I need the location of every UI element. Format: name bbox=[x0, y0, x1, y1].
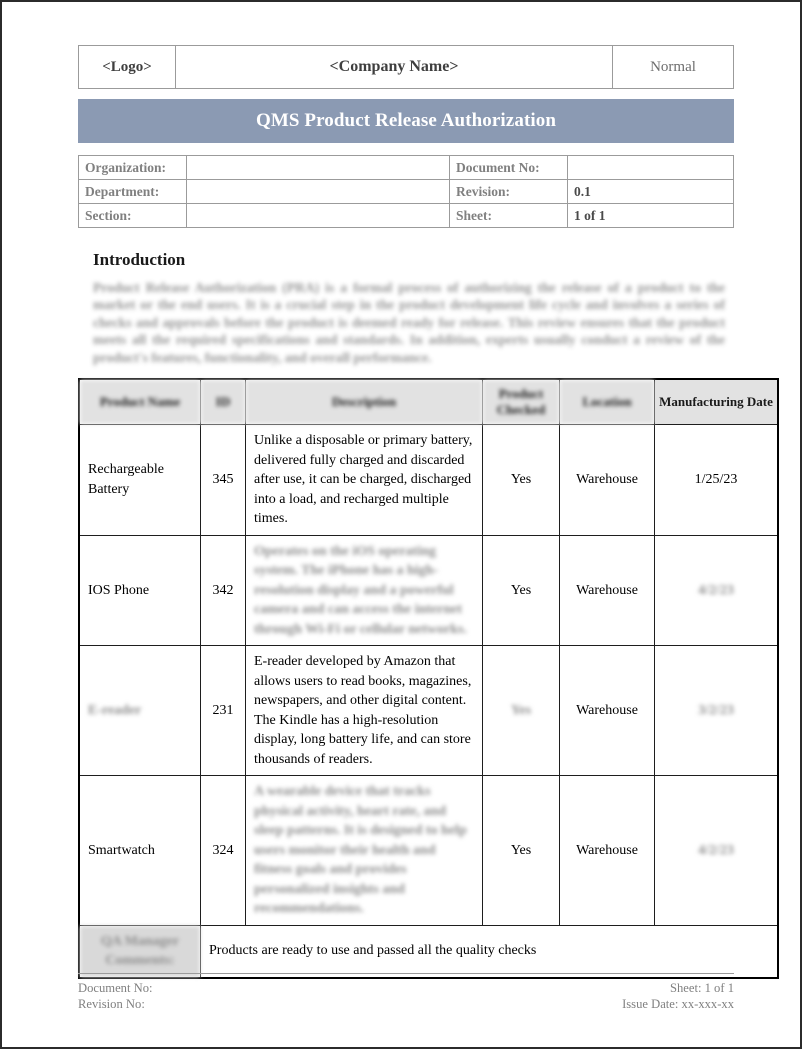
revision-label: Revision: bbox=[450, 180, 568, 204]
footer-sheet: Sheet: 1 of 1 bbox=[669, 981, 734, 995]
cell-product-id: 324 bbox=[201, 776, 246, 926]
cell-product-checked: Yes bbox=[483, 425, 560, 536]
cell-product-id: 345 bbox=[201, 425, 246, 536]
cell-location: Warehouse bbox=[560, 776, 655, 926]
organization-value[interactable] bbox=[187, 156, 450, 180]
cell-product-name: Rechargeable Battery bbox=[79, 425, 201, 536]
footer-revision-no: Revision No: bbox=[78, 997, 145, 1011]
cell-location: Warehouse bbox=[560, 425, 655, 536]
cell-product-name: IOS Phone bbox=[79, 535, 201, 646]
document-header-table bbox=[78, 45, 734, 89]
metadata-table bbox=[78, 155, 734, 228]
page-footer bbox=[78, 973, 734, 1012]
table-row bbox=[79, 535, 778, 646]
column-header-description: Description bbox=[246, 379, 483, 425]
table-header-row bbox=[79, 379, 778, 425]
cell-manufacturing-date: 3/2/23 bbox=[655, 646, 779, 776]
cell-manufacturing-date: 4/2/23 bbox=[655, 776, 779, 926]
revision-value[interactable]: 0.1 bbox=[568, 180, 734, 204]
column-header-product-name: Product Name bbox=[79, 379, 201, 425]
section-label: Section: bbox=[79, 204, 187, 228]
product-release-table bbox=[78, 378, 779, 979]
introduction-heading: Introduction bbox=[93, 250, 186, 269]
footer-issue-date: Issue Date: xx-xxx-xx bbox=[622, 997, 734, 1011]
document-body bbox=[78, 2, 773, 979]
column-header-location: Location bbox=[560, 379, 655, 425]
cell-product-checked: Yes bbox=[483, 646, 560, 776]
qa-manager-comments-value: Products are ready to use and passed all the quality checks bbox=[201, 925, 779, 978]
footer-left-block bbox=[78, 980, 153, 1012]
column-header-manufacturing-date: Manufacturing Date bbox=[655, 379, 779, 425]
cell-description: Unlike a disposable or primary battery, delivered fully charged and discarded after use, it can be charged, discharged into a load, and recharged multiple times. bbox=[246, 425, 483, 536]
cell-description: E-reader developed by Amazon that allows users to read books, magazines, newspapers, and other digital content. The Kindle has a high-resolution display, long battery life, and can store thousands of readers. bbox=[246, 646, 483, 776]
section-value[interactable] bbox=[187, 204, 450, 228]
cell-location: Warehouse bbox=[560, 535, 655, 646]
table-row bbox=[79, 425, 778, 536]
cell-description: Operates on the iOS operating system. The iPhone has a high-resolution display and a powerful camera and can access the internet through Wi-Fi or cellular networks. bbox=[246, 535, 483, 646]
cell-manufacturing-date: 4/2/23 bbox=[655, 535, 779, 646]
table-row bbox=[79, 646, 778, 776]
cell-manufacturing-date: 1/25/23 bbox=[655, 425, 779, 536]
organization-label: Organization: bbox=[79, 156, 187, 180]
cell-product-id: 231 bbox=[201, 646, 246, 776]
page-title: QMS Product Release Authorization bbox=[78, 99, 734, 143]
sheet-label: Sheet: bbox=[450, 204, 568, 228]
document-no-label: Document No: bbox=[450, 156, 568, 180]
table-row bbox=[79, 156, 734, 180]
company-name-cell: <Company Name> bbox=[176, 46, 613, 89]
sheet-value[interactable]: 1 of 1 bbox=[568, 204, 734, 228]
table-row bbox=[79, 776, 778, 926]
document-status-cell: Normal bbox=[613, 46, 734, 89]
cell-product-name: E-reader bbox=[79, 646, 201, 776]
cell-product-id: 342 bbox=[201, 535, 246, 646]
cell-location: Warehouse bbox=[560, 646, 655, 776]
header-row bbox=[79, 46, 734, 89]
cell-product-checked: Yes bbox=[483, 535, 560, 646]
footer-divider bbox=[78, 973, 734, 974]
logo-placeholder-cell: <Logo> bbox=[79, 46, 176, 89]
table-row bbox=[79, 180, 734, 204]
department-label: Department: bbox=[79, 180, 187, 204]
footer-columns bbox=[78, 980, 734, 1012]
cell-product-checked: Yes bbox=[483, 776, 560, 926]
column-header-id: ID bbox=[201, 379, 246, 425]
cell-description: A wearable device that tracks physical activity, heart rate, and sleep patterns. It is designed to help users monitor their health and fitness goals and provides personalized insights and recommendations. bbox=[246, 776, 483, 926]
footer-document-no: Document No: bbox=[78, 981, 153, 995]
qa-comments-row bbox=[79, 925, 778, 978]
qa-manager-comments-label: QA Manager Comments: bbox=[79, 925, 201, 978]
table-row bbox=[79, 204, 734, 228]
footer-right-block bbox=[622, 980, 734, 1012]
column-header-product-checked: Product Checked bbox=[483, 379, 560, 425]
introduction-paragraph: Product Release Authorization (PRA) is a formal process of authorizing the release of a product to the market or the end users. It is a crucial step in the product development life cycle and involves a series of checks and approvals before the product is deemed ready for release. This review ensures that the product meets all the required specifications and standards. In addition, experts usually conduct a review of the product's features, functionality, and overall performance. bbox=[93, 280, 725, 365]
department-value[interactable] bbox=[187, 180, 450, 204]
cell-product-name: Smartwatch bbox=[79, 776, 201, 926]
document-no-value[interactable] bbox=[568, 156, 734, 180]
